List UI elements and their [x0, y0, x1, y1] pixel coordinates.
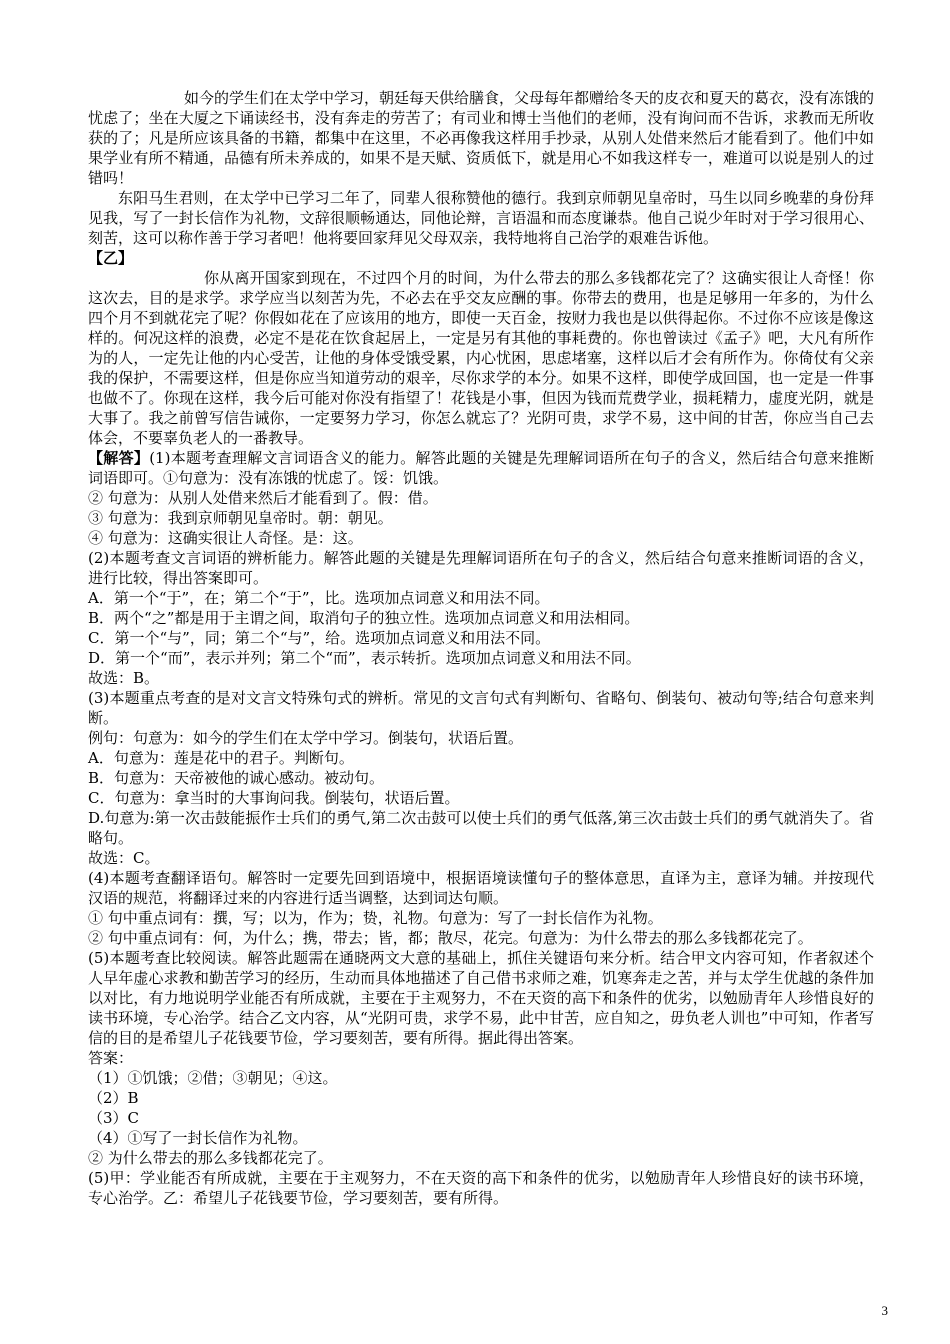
- jieda-line-8: D．第一个“而”，表示并列；第二个“而”，表示转折。选项加点词意义和用法不同。: [88, 649, 641, 667]
- jieda-label: 【解答】: [88, 449, 150, 467]
- jieda-line-12: A．句意为：莲是花中的君子。判断句。: [88, 749, 354, 767]
- jieda-line-17: (4)本题考查翻译语句。解答时一定要先回到语境中，根据语境读懂句子的整体意思，直译为主，意译为辅。并按现代汉语的规范，将翻译过来的内容进行适当调整，达到词达句顺。: [88, 869, 874, 907]
- passage-jia-paragraph-1: 如今的学生们在太学中学习，朝廷每天供给膳食，父母每年都赠给冬天的皮衣和夏天的葛衣，没有冻饿的忧虑了；坐在大厦之下诵读经书，没有奔走的劳苦了；有司业和博士当他们的老师，没有询问而不告诉，求教而无所收获的了；凡是所应该具备的书籍，都集中在这里，不必再像我这样用手抄录，从别人处借来然后才能看到了。他们中如果学业有所不精通，品德有所未养成的，如果不是天赋、资质低下，就是用心不如我这样专一，难道可以说是别人的过错吗！: [88, 89, 875, 187]
- jieda-line-20: (5)本题考查比较阅读。解答此题需在通晓两文大意的基础上，抓住关键语句来分析。结合甲文内容可知，作者叙述个人早年虚心求教和勤苦学习的经历，生动而具体地描述了自己借书求师之难，饥寒奔走之苦，并与太学生优越的条件加以对比，有力地说明学业能否有所成就，主要在于主观努力，不在天资的高下和条件的优劣，以勉励青年人珍惜良好的读书环境，专心治学。结合乙文内容，从“光阴可贵，求学不易，此中甘苦，应自知之，毋负老人训也”中可知，作者写信的目的是希望儿子花钱要节俭，学习要刻苦，要有所得。据此得出答案。: [88, 949, 874, 1047]
- jieda-line-3: ④ 句意为：这确实很让人奇怪。是：这。: [88, 529, 363, 547]
- passage-yi-paragraph: 你从离开国家到现在，不过四个月的时间，为什么带去的那么多钱都花完了？这确实很让人奇怪！你这次去，目的是求学。求学应当以刻苦为先，不必去在乎交友应酬的事。你带去的费用，也是足够用一年多的，为什么四个月不到就花完了呢？你假如花在了应该用的地方，即使一天百金，按财力我也是以供得起你。不过你不应该是像这样的。何况这样的浪费，必定不是花在饮食起居上，一定是另有其他的事耗费的。你也曾读过《孟子》吧，大凡有所作为的人，一定先让他的内心受苦，让他的身体受饿受累，内心忧困，思虑堵塞，这样以后才会有所作为。你倚仗有父亲我的保护，不需要这样，但是你应当知道劳动的艰辛，尽你求学的本分。如果不这样，即使学成回国，也一定是一件事也做不了。你现在这样，我今后可能对你没有指望了！花钱是小事，但因为钱而荒费学业，损耗精力，虚度光阴，就是大事了。我之前曾写信告诫你，一定要努力学习，你怎么就忘了？光阴可贵，求学不易，这中间的甘苦，你应当自己去体会，不要辜负老人的一番教导。: [88, 269, 874, 447]
- jieda-line-15: D.句意为:第一次击鼓能振作士兵们的勇气,第二次击鼓可以使士兵们的勇气低落,第三次击鼓士兵们的勇气就消失了。省略句。: [88, 809, 874, 847]
- jieda-line-7: C．第一个“与”，同；第二个“与”，给。选项加点词意义和用法不同。: [88, 629, 551, 647]
- answer-line-2: （3）C: [88, 1109, 140, 1127]
- jieda-line-14: C．句意为：拿当时的大事询问我。倒装句，状语后置。: [88, 789, 460, 807]
- jieda-q1-line: [88, 448, 874, 488]
- page-number: 3: [881, 1303, 888, 1318]
- jieda-line-9: 故选：B。: [88, 669, 160, 687]
- jieda-line-1: ② 句意为：从别人处借来然后才能看到了。假：借。: [88, 489, 438, 507]
- jieda-line-13: B．句意为：天帝被他的诚心感动。被动句。: [88, 769, 385, 787]
- answer-line-5: (5)甲：学业能否有所成就，主要在于主观努力，不在天资的高下和条件的优劣，以勉励青年人珍惜良好的读书环境，专心治学。乙：希望儿子花钱要节俭，学习要刻苦，要有所得。: [88, 1169, 874, 1207]
- section-heading-yi: 【乙】: [88, 249, 134, 267]
- answer-line-0: （1）①饥饿；②借；③朝见；④这。: [88, 1069, 338, 1087]
- jieda-line-2: ③ 句意为：我到京师朝见皇帝时。朝：朝见。: [88, 509, 393, 527]
- passage-jia-paragraph-2: 东阳马生君则，在太学中已学习二年了，同辈人很称赞他的德行。我到京师朝见皇帝时，马生以同乡晚辈的身份拜见我，写了一封长信作为礼物，文辞很顺畅通达，同他论辩，言语温和而态度谦恭。他自己说少年时对于学习很用心、刻苦，这可以称作善于学习者吧！他将要回家拜见父母双亲，我特地将自己治学的艰难告诉他。: [88, 189, 874, 247]
- answer-line-1: （2）B: [88, 1089, 139, 1107]
- jieda-line-0: (1)本题考查理解文言词语含义的能力。解答此题的关键是先理解词语所在句子的含义，然后结合句意来推断词语即可。①句意为：没有冻饿的忧虑了。馁：饥饿。: [88, 449, 874, 487]
- jieda-line-16: 故选：C。: [88, 849, 160, 867]
- jieda-line-18: ① 句中重点词有：撰，写；以为，作为；贽，礼物。句意为：写了一封长信作为礼物。: [88, 909, 663, 927]
- answer-line-3: （4）①写了一封长信作为礼物。: [88, 1129, 308, 1147]
- jieda-line-6: B．两个“之”都是用于主谓之间，取消句子的独立性。选项加点词意义和用法相同。: [88, 609, 640, 627]
- jieda-line-11: 例句：句意为：如今的学生们在太学中学习。倒装句，状语后置。: [88, 729, 524, 747]
- jieda-line-4: (2)本题考查文言词语的辨析能力。解答此题的关键是先理解词语所在句子的含义，然后结合句意来推断词语的含义，进行比较，得出答案即可。: [88, 549, 874, 587]
- jieda-line-10: (3)本题重点考查的是对文言文特殊句式的辨析。常见的文言句式有判断句、省略句、倒装句、被动句等;结合句意来判断。: [88, 689, 874, 727]
- answer-line-4: ② 为什么带去的那么多钱都花完了。: [88, 1149, 333, 1167]
- document-page: [88, 88, 874, 1208]
- jieda-line-5: A．第一个“于”，在；第二个“于”，比。选项加点词意义和用法不同。: [88, 589, 550, 607]
- jieda-line-19: ② 句中重点词有：何，为什么；携，带去；皆，都；散尽，花完。句意为：为什么带去的那么多钱都花完了。: [88, 929, 813, 947]
- answer-label: 答案：: [88, 1049, 134, 1067]
